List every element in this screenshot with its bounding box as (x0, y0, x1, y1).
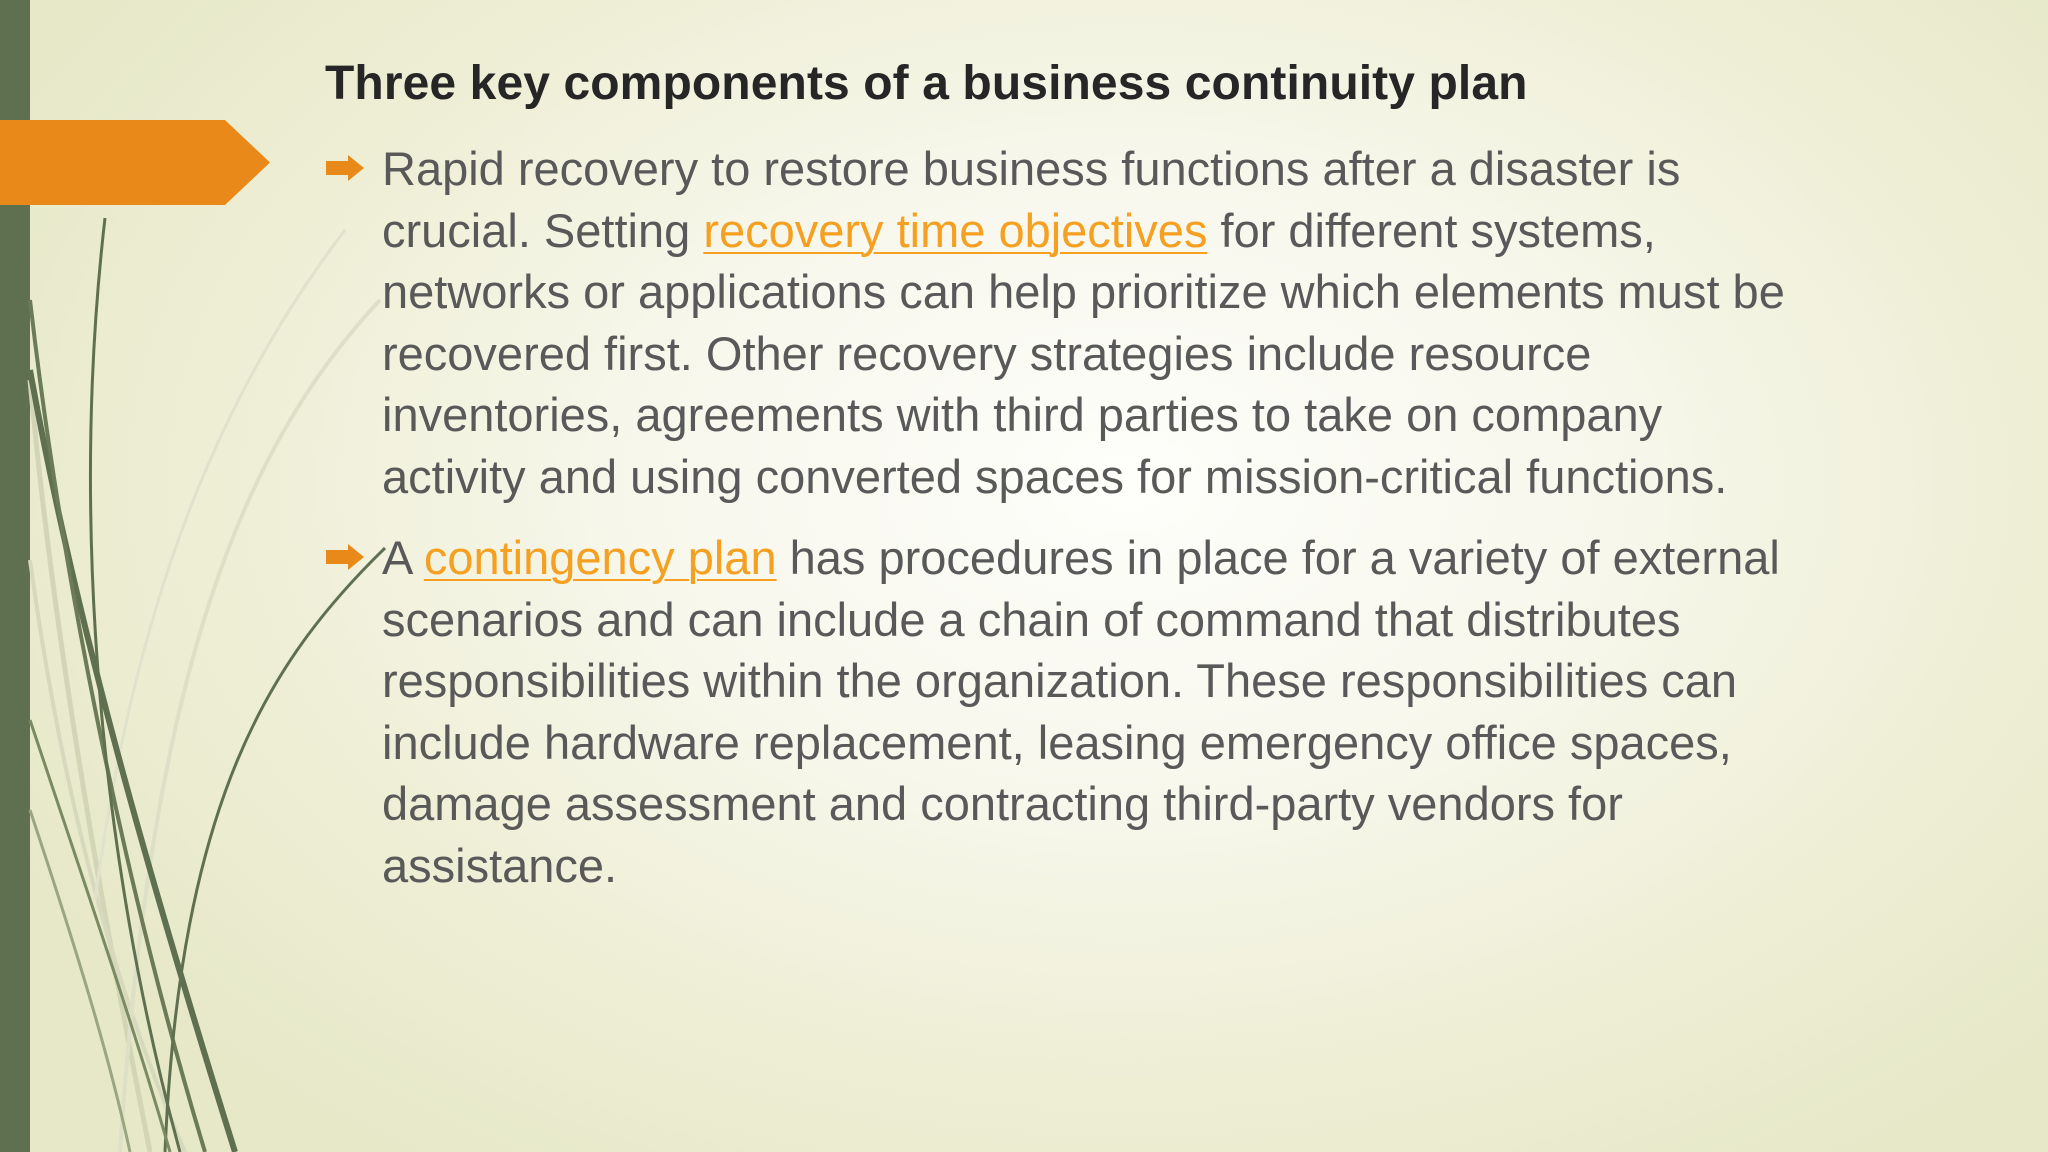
bullet-item-recovery (326, 138, 1786, 507)
bullet-item-contingency (326, 527, 1786, 896)
recovery-time-objectives-link[interactable]: recovery time objectives (703, 203, 1208, 257)
arrow-right-icon (326, 544, 364, 570)
orange-arrow-tab-icon (0, 120, 270, 205)
bullet-text-before: A (382, 531, 424, 584)
bullet-list (326, 138, 1786, 896)
bullet-text-before: Rapid recovery to restore business functions after a disaster is crucial. Setting (382, 142, 1681, 257)
contingency-plan-link[interactable]: contingency plan (423, 531, 777, 584)
bullet-text-after: for different systems, networks or applications can help prioritize which elements must be recovered first. Other recovery strategies include resource inventories, agreements with third parties to take on company activity and using converted spaces for mission-critical functions. (382, 203, 1785, 503)
arrow-right-icon (326, 155, 364, 181)
slide-title: Three key components of a business continuity plan (325, 57, 1528, 110)
bullet-text-after: has procedures in place for a variety of external scenarios and can include a chain of command that distributes responsibilities within the organization. These responsibilities can include hardware replacement, leasing emergency office spaces, damage assessment and contracting third-party vendors for assistance. (382, 531, 1780, 892)
